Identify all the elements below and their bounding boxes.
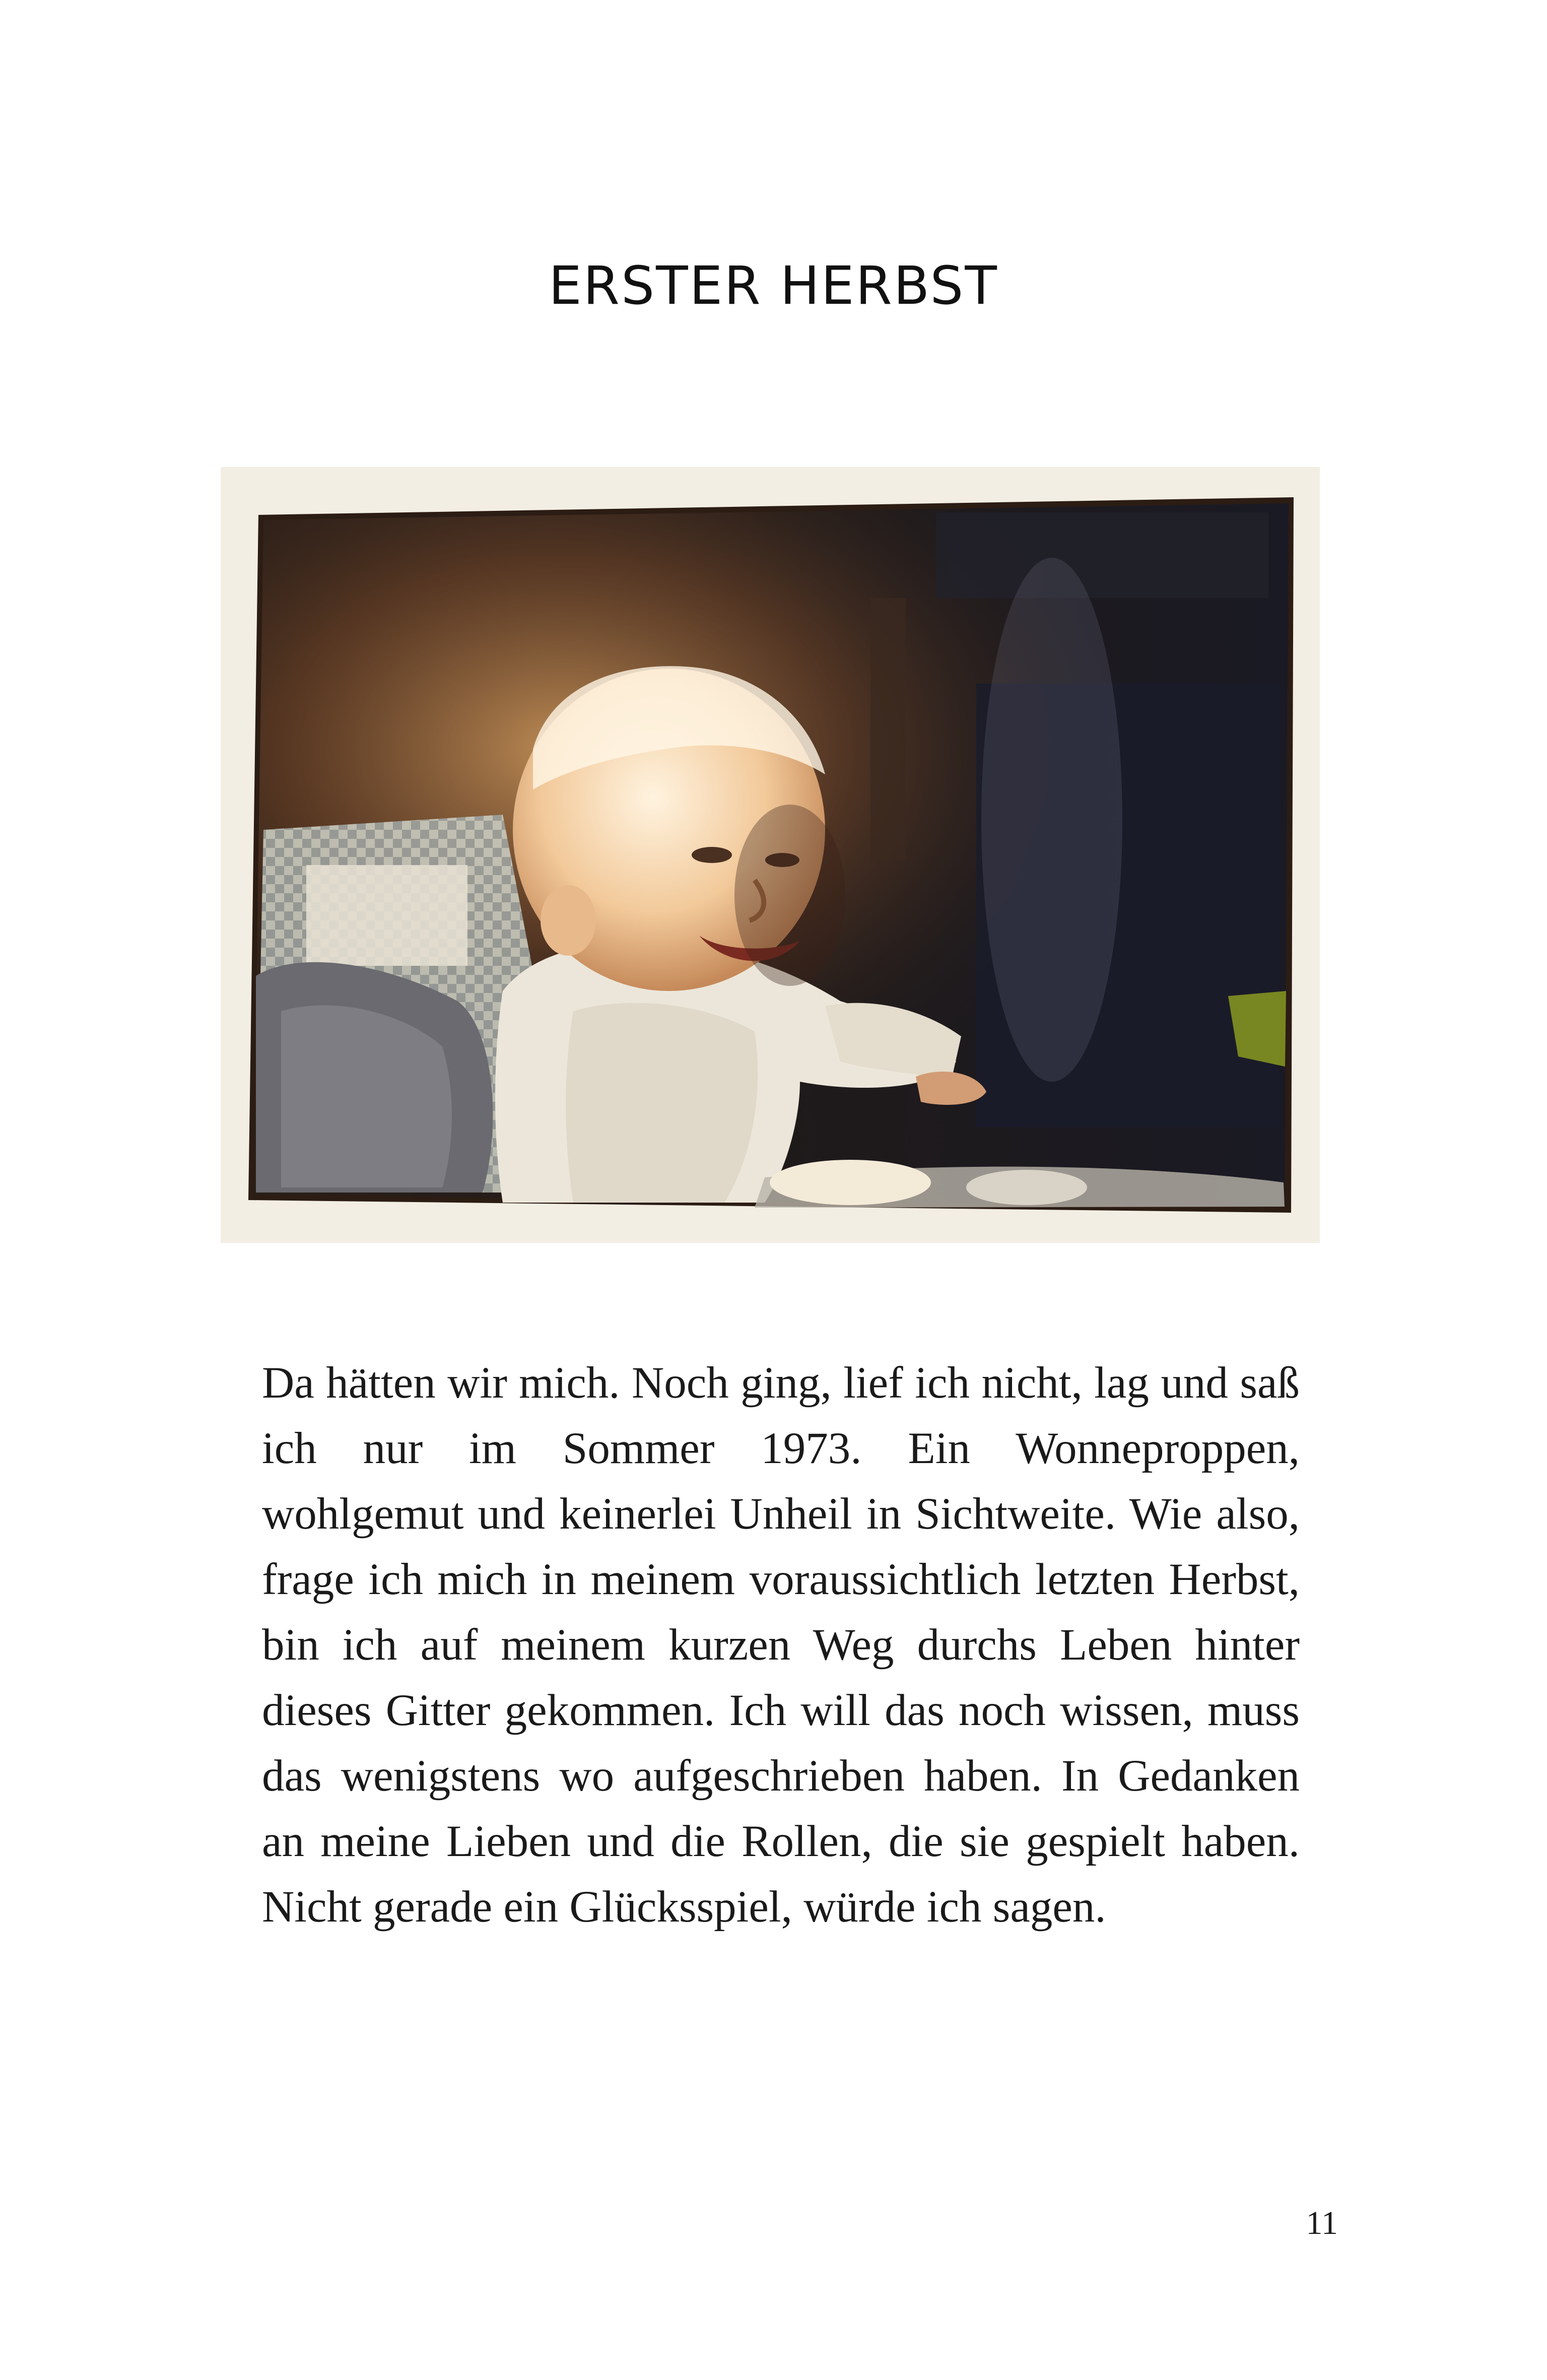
chapter-title: ERSTER HERBST (549, 255, 998, 316)
baby-photograph (221, 467, 1320, 1243)
body-paragraph: Da hätten wir mich. Noch ging, lief ich nicht, lag und saß ich nur im Sommer 1973. Ein Wonneproppen, wohlgemut und keinerlei Unheil in Sichtweite. Wie also, frage ich mich in meinem voraussichtlich letzten Herbst, bin ich auf meinem kurzen Weg durchs Leben hinter dieses Gitter gekommen. Ich will das noch wissen, muss das wenigstens wo aufgeschrieben haben. In Gedanken an meine Lieben und die Rollen, die sie gespielt haben. Nicht gerade ein Glücksspiel, würde ich sagen. (262, 1358, 1300, 1932)
page-number: 11 (1306, 2205, 1338, 2241)
